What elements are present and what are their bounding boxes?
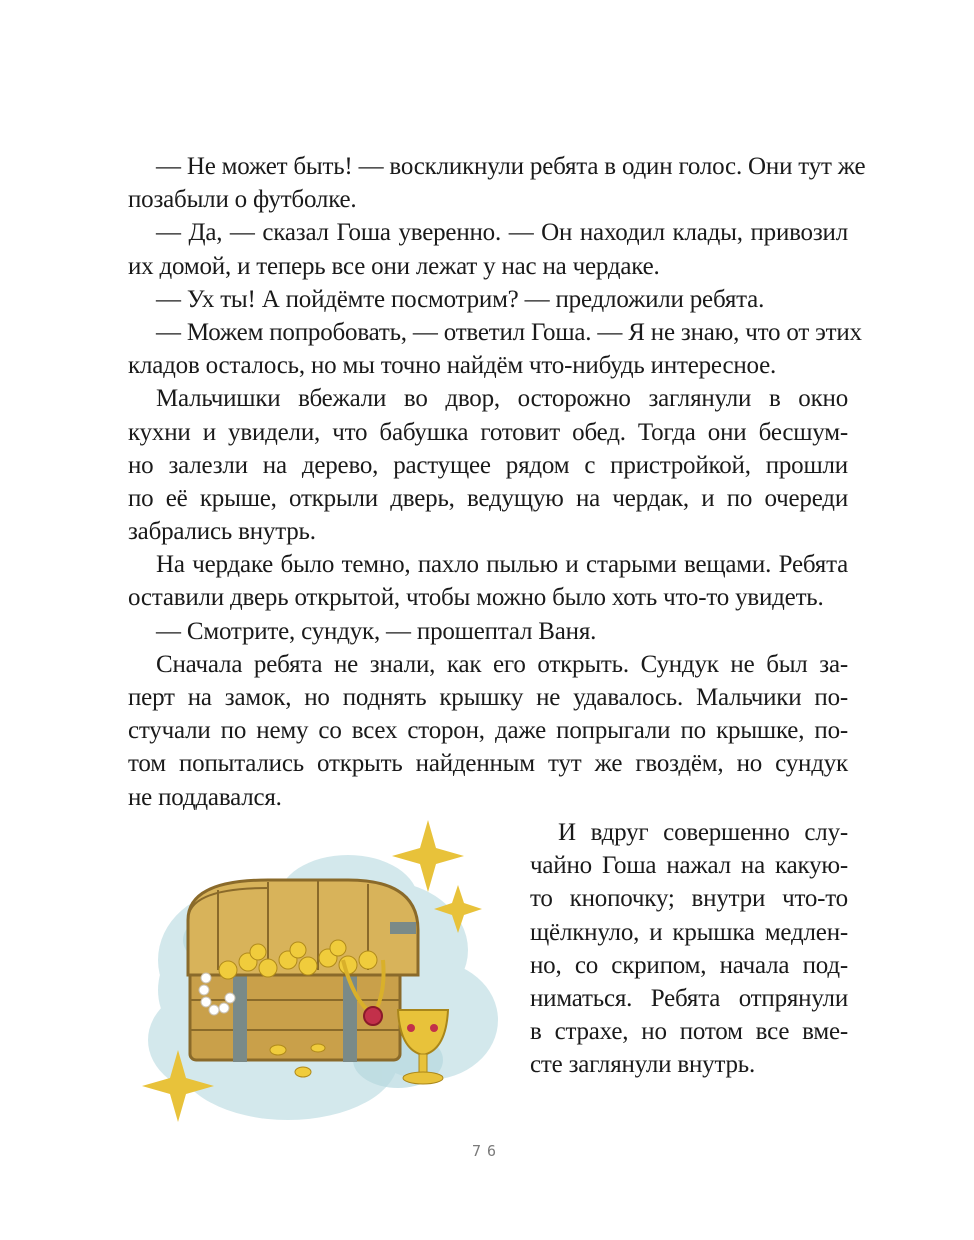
text-line: — Можем попробовать, — ответил Гоша. — Я не знаю, что от этих [156,318,862,346]
text-line: не поддавался. [128,783,282,811]
text-line: щёлкнуло, и крышка медлен- [530,918,848,946]
text-line: Сначала ребята не знали, как его открыть. Сундук не был за- [156,650,848,678]
text-line: И вдруг совершенно слу- [558,819,848,846]
text-line: чайно Гоша нажал на какую- [530,852,848,880]
text-line: то кнопочку; внутри что-то [530,885,848,913]
text-line: Мальчишки вбежали во двор, осторожно заглянули в окно [156,385,848,413]
text-line: стучали по нему со всех сторон, даже попрыгали по крышке, по- [128,717,848,745]
text-line: забрались внутрь. [128,518,316,546]
main-text [128,150,866,814]
text-line: — Не может быть! — воскликнули ребята в один голос. Они тут же [156,153,866,180]
text-line: но, со скрипом, начала под- [530,951,848,979]
text-line: но залезли на дерево, растущее рядом с пристройкой, прошли [128,451,848,479]
text-line: — Да, — сказал Гоша уверенно. — Он находил клады, привозил [156,219,848,247]
text-line: кладов осталось, но мы точно найдём что-нибудь интересное. [128,352,777,380]
text-line: позабыли о футболке. [128,186,357,214]
text-line: — Ух ты! А пойдёмте посмотрим? — предложили ребята. [156,285,765,313]
treasure-chest-illustration [128,810,528,1130]
text-line: ниматься. Ребята отпрянули [530,984,848,1012]
text-line: том попытались открыть найденным тут же гвоздём, но сундук [128,750,848,778]
text-line: кухни и увидели, что бабушка готовит обед. Тогда они бесшум- [128,418,848,446]
text-line: На чердаке было темно, пахло пылью и старыми вещами. Ребята [156,551,848,579]
text-line: по её крыше, открыли дверь, ведущую на чердак, и по очереди [128,484,848,512]
text-line: сте заглянули внутрь. [530,1051,756,1079]
text-line: — Смотрите, сундук, — прошептал Ваня. [156,617,597,645]
text-line: их домой, и теперь все они лежат у нас на чердаке. [128,252,660,280]
text-line: оставили дверь открытой, чтобы можно было хоть что-то увидеть. [128,584,824,612]
side-text [530,816,848,1082]
page-number: 76 [471,1142,503,1160]
treasure-chest-icon [128,810,528,1130]
text-line: в страхе, но потом все вме- [530,1018,848,1046]
text-line: перт на замок, но поднять крышку не удавалось. Мальчики по- [128,684,848,711]
